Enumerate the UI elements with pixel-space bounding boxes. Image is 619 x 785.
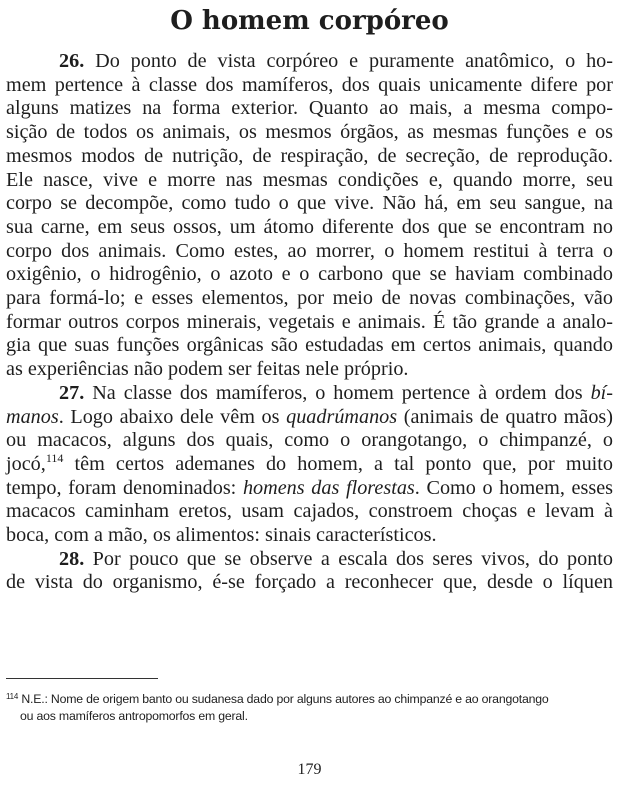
- paragraph-26: [6, 50, 613, 382]
- text-line: mesmos modos de nutrição, de respiração, de secreção, de reprodução.: [6, 144, 613, 167]
- text-line: mem pertence à classe dos mamíferos, dos quais unicamente difere por: [6, 73, 613, 96]
- footnote: [6, 688, 616, 725]
- footnote-line: $^{114}$ N.E.: Nome de origem banto ou sudanesa dado por alguns autores ao chimpanzé e ao orangotango: [6, 692, 549, 706]
- paragraph-28: [6, 548, 613, 595]
- text-line: 28. Por pouco que se observe a escala dos seres vivos, do ponto: [59, 547, 613, 570]
- paragraph-27: [6, 382, 613, 548]
- text-line: tempo, foram denominados: homens das florestas. Como o homem, esses: [6, 476, 614, 499]
- body-text: [6, 50, 613, 595]
- text-line: para formá-lo; e esses elementos, por meio de novas combinações, vão: [6, 287, 613, 310]
- text-line: formar outros corpos minerais, vegetais e animais. É tão grande a analo-: [6, 310, 613, 333]
- text-line: corpo dos animais. Como estes, ao morrer, o homem restitui à terra o: [6, 239, 613, 262]
- footnote-divider: [6, 678, 158, 679]
- text-line: 26. Do ponto de vista corpóreo e puramente anatômico, o ho-: [59, 50, 613, 72]
- text-line: 27. Na classe dos mamíferos, o homem pertence à ordem dos bí-: [59, 381, 613, 404]
- chapter-title: O homem corpóreo: [170, 6, 449, 36]
- text-line: sição de todos os animais, os mesmos órgãos, as mesmas funções e os: [6, 121, 613, 144]
- text-line: oxigênio, o hidrogênio, o azoto e o carbono que se haviam combinado: [6, 263, 613, 286]
- text-line: sua carne, em seus ossos, um átomo diferente dos que se encontram no: [6, 215, 613, 238]
- text-line: ou macacos, alguns dos quais, como o orangotango, o chimpanzé, o: [6, 429, 613, 452]
- text-line: macacos caminham eretos, usam cajados, constroem choças e levam à: [6, 500, 613, 523]
- footnote-reference[interactable]: 114: [45, 450, 64, 465]
- footnote-line: ou aos mamíferos antropomorfos em geral.: [20, 709, 248, 723]
- text-line: Ele nasce, vive e morre nas mesmas condições e, quando morre, seu: [6, 168, 613, 191]
- text-line: as experiências não podem ser feitas nele próprio.: [6, 358, 409, 381]
- page-number: 179: [297, 761, 322, 778]
- text-line: jocó,$^{114}$ têm certos ademanes do homem, a tal ponto que, por muito: [6, 450, 613, 475]
- footnote-marker: 114: [6, 692, 19, 701]
- paragraph-number: 28.: [59, 547, 85, 570]
- text-line: manos. Logo abaixo dele vêm os quadrúmanos (animais de quatro mãos): [6, 405, 613, 428]
- text-line: gia que suas funções orgânicas são estudadas em certos animais, quando: [6, 334, 613, 357]
- text-line: de vista do organismo, é-se forçado a reconhecer que, desde o líquen: [6, 571, 613, 594]
- text-line: alguns matizes na forma exterior. Quanto ao mais, a mesma compo-: [6, 97, 613, 120]
- paragraph-number: 27.: [59, 381, 85, 404]
- text-line: corpo se decompõe, como tudo o que vive. Não há, em seu sangue, na: [6, 192, 613, 215]
- text-line: boca, com a mão, os alimentos: sinais característicos.: [6, 524, 437, 547]
- paragraph-number: 26.: [59, 50, 85, 72]
